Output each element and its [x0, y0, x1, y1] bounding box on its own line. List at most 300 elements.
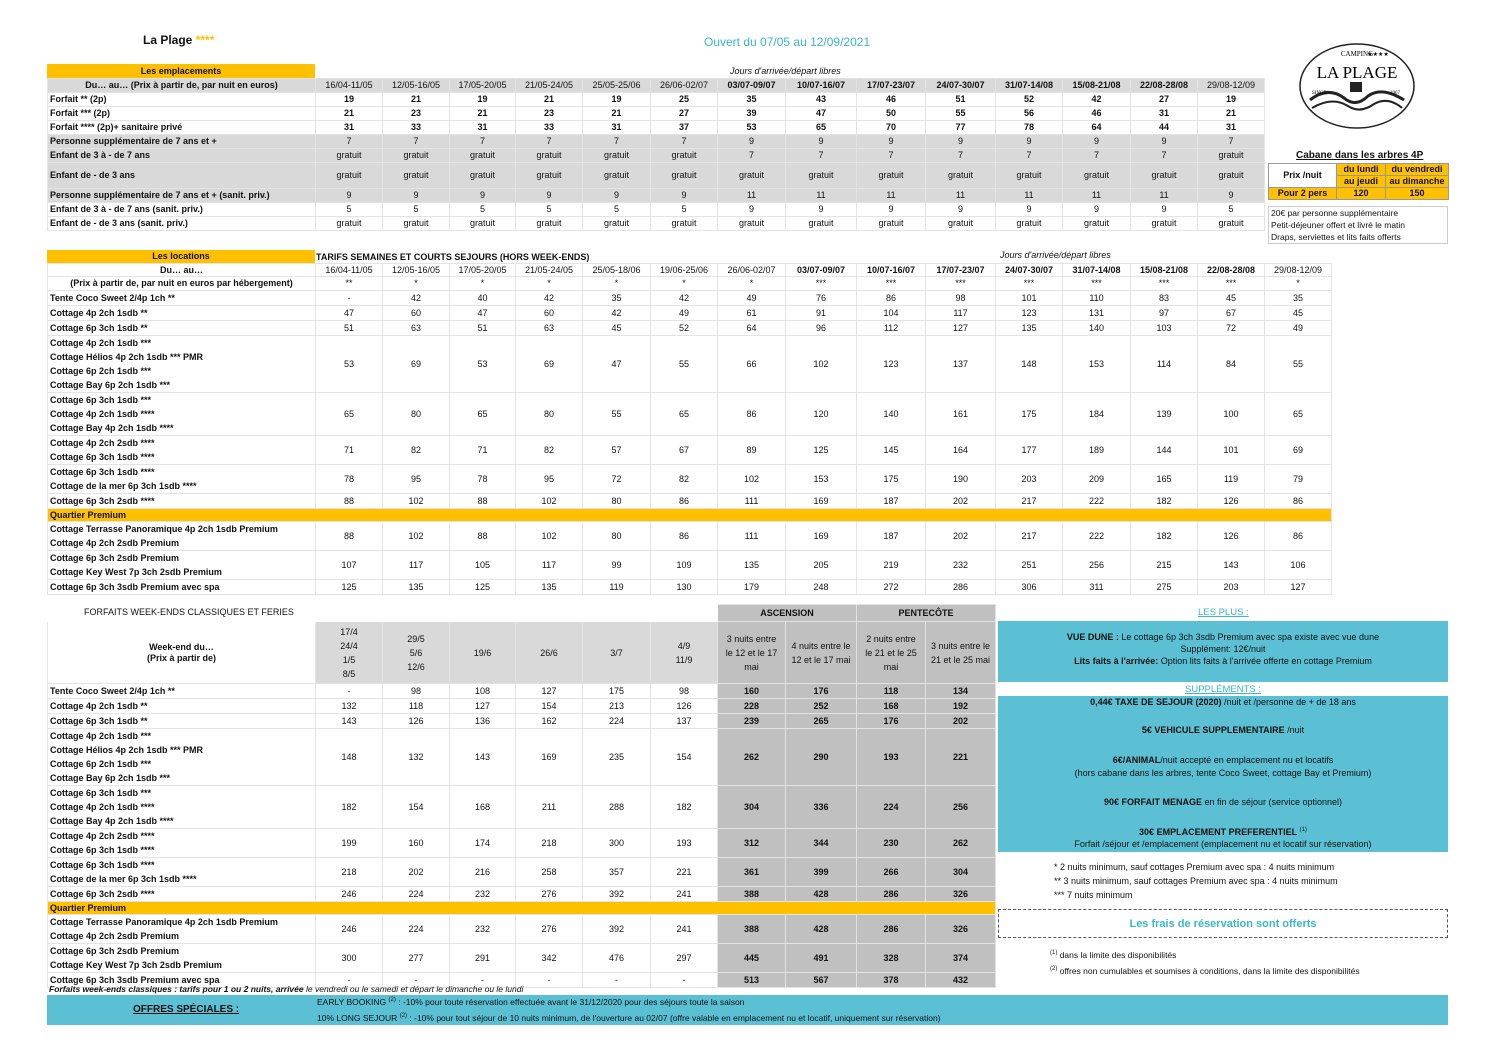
- price-cell: 300: [316, 944, 383, 973]
- lits-faits-line: [998, 655, 1448, 667]
- row-label: [48, 321, 316, 336]
- price-cell: gratuit: [926, 163, 996, 189]
- price-cell: gratuit: [583, 149, 651, 163]
- price-cell: gratuit: [857, 163, 926, 189]
- price-cell: 71: [316, 436, 383, 465]
- price-cell: 70: [857, 121, 926, 135]
- vue-dune-line: [998, 631, 1448, 643]
- price-cell: 86: [651, 494, 718, 509]
- price-cell: 80: [383, 393, 450, 436]
- table-row: [48, 203, 1265, 217]
- price-cell: 209: [1063, 465, 1131, 494]
- price-cell: 132: [316, 699, 383, 714]
- table-row: [48, 121, 1265, 135]
- price-cell: 118: [383, 699, 450, 714]
- price-cell: gratuit: [516, 163, 583, 189]
- accommodation-name: Cottage 4p 2ch 1sdb **: [50, 701, 148, 711]
- weekends-footnote: [49, 984, 523, 994]
- price-cell: 177: [996, 436, 1063, 465]
- price-cell: 297: [651, 944, 718, 973]
- row-label: Forfait **** (2p)+ sanitaire privé: [48, 121, 316, 135]
- price-cell: gratuit: [996, 217, 1063, 231]
- price-cell: 187: [857, 494, 926, 509]
- lits-faits-text: Option lits faits à l'arrivée offerte en cottage Premium: [1158, 656, 1372, 666]
- price-cell: 86: [651, 522, 718, 551]
- price-cell: 134: [926, 684, 996, 699]
- price-cell: 77: [926, 121, 996, 135]
- price-cell: -: [316, 973, 383, 988]
- price-cell: 262: [926, 829, 996, 858]
- price-cell: 86: [718, 393, 786, 436]
- period-header: 31/07-14/08: [1063, 264, 1131, 277]
- period-header: 26/06-02/07: [718, 264, 786, 277]
- plus-title: LES PLUS :: [1198, 607, 1249, 618]
- price-cell: 82: [383, 436, 450, 465]
- price-cell: 7: [383, 135, 450, 149]
- weekend-date-header: [786, 622, 857, 684]
- table-row: [48, 163, 1265, 189]
- table-row: [48, 465, 1332, 494]
- price-cell: 45: [1198, 291, 1265, 306]
- price-cell: 272: [857, 580, 926, 595]
- table-row: [48, 522, 1332, 551]
- period-header: 17/05-20/05: [450, 264, 516, 277]
- price-cell: 98: [651, 684, 718, 699]
- price-cell: 9: [926, 135, 996, 149]
- price-cell: 192: [926, 699, 996, 714]
- price-cell: 65: [1265, 393, 1332, 436]
- accommodation-name: Cottage Bay 6p 2ch 1sdb ***: [50, 773, 171, 783]
- weekend-date-line: 19/6: [473, 647, 492, 658]
- vue-dune-supplement: Supplément: 12€/nuit: [1180, 644, 1266, 654]
- period-header: 26/06-02/07: [651, 79, 718, 93]
- price-cell: 256: [1063, 551, 1131, 580]
- price-cell: 182: [316, 786, 383, 829]
- vue-dune-text: Le cottage 6p 3ch 3sdb Premium avec spa existe avec vue dune: [1118, 632, 1380, 642]
- price-cell: 143: [1198, 551, 1265, 580]
- price-cell: 44: [1131, 121, 1198, 135]
- price-cell: 65: [450, 393, 516, 436]
- long-sejour: [317, 1013, 941, 1023]
- price-cell: 275: [1131, 580, 1198, 595]
- price-cell: 96: [786, 321, 857, 336]
- row-label: Personne supplémentaire de 7 ans et + (sanit. priv.): [48, 189, 316, 203]
- price-cell: 211: [516, 786, 583, 829]
- price-cell: 202: [383, 858, 450, 887]
- weekend-date-line: 12 et le 17 mai: [791, 654, 851, 665]
- price-cell: 169: [786, 522, 857, 551]
- price-cell: 112: [857, 321, 926, 336]
- price-cell: 328: [857, 944, 926, 973]
- price-cell: 102: [718, 465, 786, 494]
- weekend-date-header: [583, 622, 651, 684]
- price-cell: 9: [718, 135, 786, 149]
- price-cell: 7: [450, 135, 516, 149]
- accommodation-name: Cottage Bay 4p 2ch 1sdb ****: [50, 816, 174, 826]
- price-cell: 42: [383, 291, 450, 306]
- weekend-date-line: 3/7: [610, 647, 623, 658]
- price-cell: 9: [1063, 203, 1131, 217]
- price-cell: 27: [1131, 93, 1198, 107]
- price-cell: 217: [996, 522, 1063, 551]
- row-label: [48, 551, 316, 580]
- weekend-date-line: 26/6: [540, 647, 558, 658]
- cabane-weekday-b: au jeudi: [1337, 176, 1386, 188]
- price-cell: 131: [1063, 306, 1131, 321]
- price-cell: 193: [651, 829, 718, 858]
- price-cell: 160: [383, 829, 450, 858]
- price-cell: 102: [786, 336, 857, 393]
- price-cell: 42: [583, 306, 651, 321]
- we-header-line: Week-end du…: [149, 641, 214, 652]
- price-cell: 101: [996, 291, 1063, 306]
- price-cell: 120: [786, 393, 857, 436]
- row-label: [48, 306, 316, 321]
- price-cell: 72: [583, 465, 651, 494]
- price-cell: 76: [786, 291, 857, 306]
- row-label: [48, 699, 316, 714]
- accommodation-name: Cottage 6p 3ch 3sdb Premium avec spa: [50, 975, 220, 985]
- price-cell: 224: [383, 915, 450, 944]
- price-cell: 182: [1131, 522, 1198, 551]
- row-label: [48, 522, 316, 551]
- price-cell: 361: [718, 858, 786, 887]
- emplacement-pref-sup: (1): [1299, 827, 1307, 833]
- min-stay-stars: ***: [857, 277, 926, 291]
- price-cell: gratuit: [1198, 163, 1265, 189]
- early-booking-label: EARLY BOOKING: [317, 997, 387, 1007]
- price-cell: 218: [516, 829, 583, 858]
- price-cell: 60: [383, 306, 450, 321]
- early-booking-sup: (2): [388, 997, 396, 1004]
- price-cell: 9: [316, 189, 383, 203]
- price-cell: 344: [786, 829, 857, 858]
- taxe-label: 0,44€ TAXE DE SEJOUR (2020): [1090, 697, 1222, 707]
- price-cell: 306: [996, 580, 1063, 595]
- menage-text: en fin de séjour (service optionnel): [1201, 797, 1343, 807]
- table-row: [48, 786, 996, 829]
- cabane-title: Cabane dans les arbres 4P: [1296, 150, 1424, 161]
- price-cell: -: [583, 973, 651, 988]
- price-cell: 189: [1063, 436, 1131, 465]
- accommodation-name: Cottage 6p 3ch 2sdb ****: [50, 496, 155, 506]
- price-cell: 428: [786, 915, 857, 944]
- locations-free-days: Jours d'arrivée/départ libres: [1000, 250, 1111, 260]
- price-cell: 84: [1198, 336, 1265, 393]
- price-cell: 111: [718, 522, 786, 551]
- price-cell: 19: [583, 93, 651, 107]
- price-cell: 45: [1265, 306, 1332, 321]
- price-cell: 53: [718, 121, 786, 135]
- min-stay-stars: ***: [926, 277, 996, 291]
- price-cell: 47: [316, 306, 383, 321]
- price-cell: 95: [516, 465, 583, 494]
- price-cell: gratuit: [583, 163, 651, 189]
- price-cell: 143: [450, 729, 516, 786]
- price-cell: 53: [450, 336, 516, 393]
- logo-name: LA PLAGE: [1316, 63, 1398, 82]
- min-stay-stars: **: [316, 277, 383, 291]
- accommodation-name: Cottage de la mer 6p 3ch 1sdb ****: [50, 481, 197, 491]
- price-cell: 326: [926, 887, 996, 902]
- price-cell: 11: [718, 189, 786, 203]
- price-cell: 513: [718, 973, 786, 988]
- price-cell: 392: [583, 887, 651, 902]
- weekend-date-line: 3 nuits entre le: [930, 640, 991, 651]
- price-cell: 83: [1131, 291, 1198, 306]
- price-cell: 31: [1198, 121, 1265, 135]
- price-cell: gratuit: [450, 149, 516, 163]
- row-label: [48, 714, 316, 729]
- footnote-2: [1050, 962, 1360, 978]
- spacer: [48, 605, 718, 622]
- price-cell: 127: [516, 684, 583, 699]
- price-cell: 67: [1198, 306, 1265, 321]
- cabane-row-label: Pour 2 pers: [1269, 188, 1337, 200]
- price-cell: 388: [718, 915, 786, 944]
- price-cell: 98: [383, 684, 450, 699]
- price-cell: 428: [786, 887, 857, 902]
- price-cell: 56: [996, 107, 1063, 121]
- price-cell: 97: [1131, 306, 1198, 321]
- accommodation-name: Cottage 4p 2ch 1sdb ****: [50, 409, 155, 419]
- price-cell: 46: [857, 93, 926, 107]
- price-cell: 258: [516, 858, 583, 887]
- long-sejour-label: 10% LONG SEJOUR: [317, 1013, 398, 1023]
- price-cell: 140: [1063, 321, 1131, 336]
- period-header: 10/07-16/07: [786, 79, 857, 93]
- long-sejour-text: : -10% pour tout séjour de 10 nuits minimum, de l'ouverture au 02/07 (offre valable en emplacement nu et locatif, uniquement sur réservation): [407, 1013, 941, 1023]
- weekend-date-line: mai: [744, 661, 759, 672]
- price-cell: gratuit: [651, 163, 718, 189]
- cabane-note: 20€ par personne supplémentaire: [1271, 208, 1399, 218]
- weekends-footnote-bold: Forfaits week-ends classiques : tarifs pour 1 ou 2 nuits, arrivée: [49, 984, 304, 994]
- price-cell: 80: [583, 522, 651, 551]
- locations-title: Les locations: [47, 250, 315, 263]
- accommodation-name: Cottage 4p 2ch 2sdb ****: [50, 438, 155, 448]
- price-cell: 218: [316, 858, 383, 887]
- price-cell: 110: [1063, 291, 1131, 306]
- price-cell: 221: [651, 858, 718, 887]
- period-header: 22/08-28/08: [1198, 264, 1265, 277]
- animal-label: 6€/ANIMAL: [1112, 755, 1161, 765]
- min-stay-stars: *: [1265, 277, 1332, 291]
- price-cell: gratuit: [516, 217, 583, 231]
- table-row: [48, 436, 1332, 465]
- price-cell: 357: [583, 858, 651, 887]
- price-cell: 11: [786, 189, 857, 203]
- emp-header-row: [48, 79, 1265, 93]
- weekend-date-line: le 12 et le 17: [725, 647, 778, 658]
- price-cell: 184: [1063, 393, 1131, 436]
- price-cell: 64: [718, 321, 786, 336]
- price-cell: 61: [718, 306, 786, 321]
- price-cell: 86: [1265, 494, 1332, 509]
- period-header: 29/08-12/09: [1198, 79, 1265, 93]
- price-cell: 135: [996, 321, 1063, 336]
- price-cell: 64: [1063, 121, 1131, 135]
- cabane-table: [1268, 163, 1449, 200]
- accommodation-name: Cottage 6p 2ch 1sdb ***: [50, 759, 152, 769]
- price-cell: 276: [516, 887, 583, 902]
- price-cell: 63: [516, 321, 583, 336]
- price-cell: gratuit: [1063, 163, 1131, 189]
- row-label: Personne supplémentaire de 7 ans et +: [48, 135, 316, 149]
- price-cell: 9: [1198, 189, 1265, 203]
- price-cell: 123: [857, 336, 926, 393]
- period-header: 12/05-16/05: [383, 264, 450, 277]
- price-cell: 31: [583, 121, 651, 135]
- price-cell: 399: [786, 858, 857, 887]
- price-cell: 145: [857, 436, 926, 465]
- price-cell: 42: [651, 291, 718, 306]
- min-nights-3: *** 7 nuits minimum: [1054, 890, 1133, 900]
- price-cell: -: [316, 684, 383, 699]
- price-cell: 202: [926, 494, 996, 509]
- accommodation-name: Cottage 6p 3ch 1sdb ****: [50, 845, 155, 855]
- price-cell: 117: [383, 551, 450, 580]
- price-cell: 109: [651, 551, 718, 580]
- price-cell: 42: [516, 291, 583, 306]
- price-cell: 182: [1131, 494, 1198, 509]
- footnote-2-text: offres non cumulables et soumises à conditions, dans la limite des disponibilités: [1057, 965, 1360, 976]
- price-cell: 9: [583, 189, 651, 203]
- weekend-date-line: 17/4: [340, 626, 358, 637]
- price-cell: 432: [926, 973, 996, 988]
- table-row: [48, 107, 1265, 121]
- price-cell: 312: [718, 829, 786, 858]
- animal-exclusions: (hors cabane dans les arbres, tente Coco Sweet, cottage Bay et Premium): [1074, 768, 1372, 778]
- accommodation-name: Cottage Key West 7p 3ch 2sdb Premium: [50, 567, 222, 577]
- price-cell: 52: [651, 321, 718, 336]
- period-header: 12/05-16/05: [383, 79, 450, 93]
- price-cell: 202: [926, 714, 996, 729]
- price-cell: 9: [450, 189, 516, 203]
- price-cell: 262: [718, 729, 786, 786]
- period-header: 22/08-28/08: [1131, 79, 1198, 93]
- table-row: [48, 321, 1332, 336]
- price-cell: 19: [1198, 93, 1265, 107]
- row-label: [48, 858, 316, 887]
- price-cell: 49: [651, 306, 718, 321]
- price-cell: 205: [786, 551, 857, 580]
- weekend-date-line: 4 nuits entre le: [791, 640, 851, 651]
- ascension-header: ASCENSION: [718, 605, 857, 622]
- price-cell: 55: [1265, 336, 1332, 393]
- price-cell: 378: [857, 973, 926, 988]
- weekend-date-header: [516, 622, 583, 684]
- price-cell: 203: [996, 465, 1063, 494]
- price-cell: 187: [857, 522, 926, 551]
- price-cell: 35: [718, 93, 786, 107]
- accommodation-name: Cottage 6p 3ch 2sdb ****: [50, 889, 155, 899]
- table-row: [48, 291, 1332, 306]
- price-cell: 137: [651, 714, 718, 729]
- emplacement-pref-text: Forfait /séjour et /emplacement (emplacement nu et locatif sur réservation): [1074, 839, 1372, 849]
- price-cell: 11: [1131, 189, 1198, 203]
- price-cell: 567: [786, 973, 857, 988]
- campsite-name: [143, 33, 214, 47]
- cabane-weekday-a: du lundi: [1337, 164, 1386, 176]
- price-cell: 72: [1198, 321, 1265, 336]
- price-cell: 9: [383, 189, 450, 203]
- price-cell: 65: [786, 121, 857, 135]
- price-cell: 135: [516, 580, 583, 595]
- price-cell: gratuit: [1131, 163, 1198, 189]
- price-cell: 55: [583, 393, 651, 436]
- min-stay-stars: ***: [1063, 277, 1131, 291]
- loc-header-row: [48, 264, 1332, 277]
- price-cell: 9: [718, 203, 786, 217]
- weekend-date-header: [316, 622, 383, 684]
- weekend-date-line: 2 nuits entre: [866, 633, 916, 644]
- price-cell: 100: [1198, 393, 1265, 436]
- price-cell: 286: [857, 887, 926, 902]
- row-label: [48, 336, 316, 393]
- price-cell: 52: [996, 93, 1063, 107]
- price-cell: 7: [926, 149, 996, 163]
- premium-section-title: Quartier Premium: [48, 902, 996, 915]
- footnote-1-mark: (1): [1050, 950, 1058, 956]
- price-cell: 19: [316, 93, 383, 107]
- price-cell: 51: [926, 93, 996, 107]
- logo-graphic: [1298, 42, 1416, 130]
- price-cell: 256: [926, 786, 996, 829]
- price-cell: 203: [1198, 580, 1265, 595]
- price-cell: 154: [651, 729, 718, 786]
- price-cell: 392: [583, 915, 651, 944]
- price-cell: gratuit: [786, 163, 857, 189]
- price-cell: 50: [857, 107, 926, 121]
- price-cell: gratuit: [583, 217, 651, 231]
- price-cell: 53: [316, 336, 383, 393]
- price-cell: 23: [516, 107, 583, 121]
- price-cell: 7: [651, 135, 718, 149]
- min-nights-1: * 2 nuits minimum, sauf cottages Premium avec spa : 4 nuits minimum: [1054, 862, 1335, 872]
- price-cell: 235: [583, 729, 651, 786]
- price-cell: 286: [926, 580, 996, 595]
- price-cell: 105: [450, 551, 516, 580]
- price-cell: 119: [583, 580, 651, 595]
- price-cell: 374: [926, 944, 996, 973]
- price-cell: 21: [1198, 107, 1265, 121]
- price-cell: 43: [786, 93, 857, 107]
- price-cell: 139: [1131, 393, 1198, 436]
- price-cell: 126: [1198, 494, 1265, 509]
- vehicule-line: [998, 724, 1448, 736]
- price-cell: 60: [516, 306, 583, 321]
- price-cell: 251: [996, 551, 1063, 580]
- price-cell: gratuit: [926, 217, 996, 231]
- price-cell: 127: [1265, 580, 1332, 595]
- table-row: [48, 915, 996, 944]
- price-cell: 388: [718, 887, 786, 902]
- price-cell: 202: [926, 522, 996, 551]
- price-cell: 37: [651, 121, 718, 135]
- price-cell: 5: [516, 203, 583, 217]
- price-cell: 246: [316, 915, 383, 944]
- price-cell: gratuit: [857, 217, 926, 231]
- accommodation-name: Tente Coco Sweet 2/4p 1ch **: [50, 686, 175, 696]
- cabane-weekend-price: 150: [1386, 188, 1449, 200]
- price-cell: 304: [926, 858, 996, 887]
- accommodation-name: Cottage 4p 2ch 2sdb ****: [50, 831, 155, 841]
- price-cell: 86: [1265, 522, 1332, 551]
- accommodation-name: Cottage 6p 3ch 1sdb ****: [50, 860, 155, 870]
- period-header: 21/05-24/05: [516, 79, 583, 93]
- price-cell: 11: [1063, 189, 1131, 203]
- accommodation-name: Cottage 6p 3ch 3sdb Premium avec spa: [50, 582, 220, 592]
